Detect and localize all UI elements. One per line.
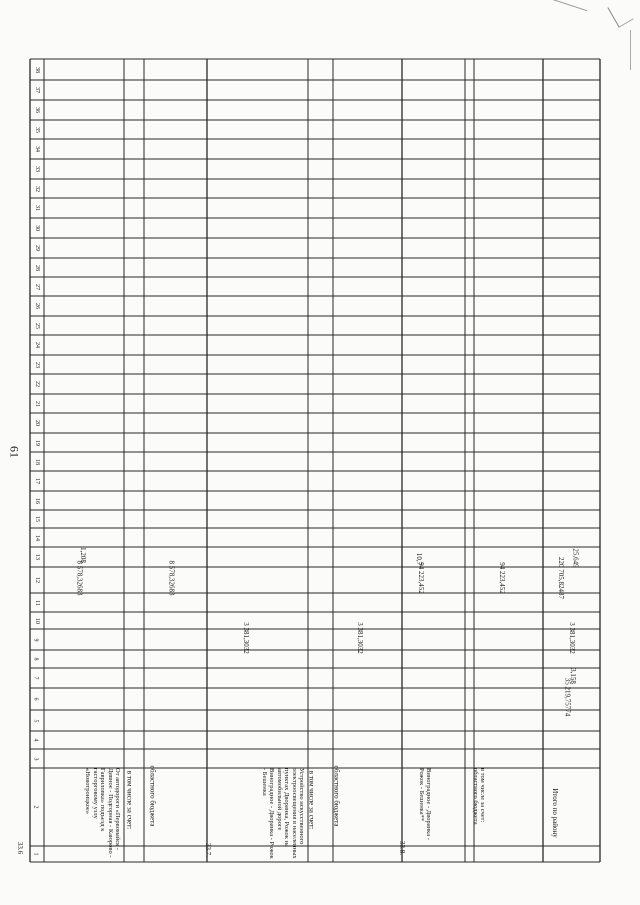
column-number: 28	[34, 264, 40, 271]
column-number: 10	[34, 617, 40, 624]
cell-col9: 3 381,3032	[241, 622, 250, 654]
column-number: 21	[34, 400, 40, 407]
column-number: 4	[32, 738, 39, 742]
column-number: 8	[32, 657, 39, 661]
column-number: 9	[32, 638, 39, 641]
cell-col12: 8 578,32683	[167, 560, 176, 596]
column-number: 20	[34, 420, 40, 426]
row-label: в том числе за счет: областного бюджета	[471, 768, 486, 825]
column-number: 38	[34, 66, 40, 73]
cell-col12: 94 223,452	[497, 562, 506, 594]
total-col13: 25,649	[571, 548, 580, 568]
column-number: 12	[34, 577, 40, 583]
column-number: 6	[32, 697, 39, 701]
page-number: 61	[7, 446, 22, 458]
column-number: 30	[34, 225, 40, 231]
cell-col12: 94 223,452	[416, 562, 425, 594]
column-number: 31	[34, 205, 40, 211]
column-number: 15	[34, 516, 40, 522]
column-number: 34	[34, 146, 40, 152]
column-number: 25	[34, 322, 40, 329]
column-number: 36	[34, 107, 40, 113]
total-label: Итого по району	[550, 788, 559, 838]
scan-mark	[630, 30, 631, 70]
group-name: Виноградное - Дворянка - Рожок - Бешенка**	[417, 768, 432, 840]
column-number: 18	[34, 458, 40, 465]
column-number: 17	[34, 478, 40, 484]
row-label: в том числе за счет:	[307, 770, 316, 830]
total-col6: 35 219,75774	[563, 677, 572, 717]
total-col9: 3 381,3032	[567, 622, 576, 654]
column-number: 29	[34, 245, 40, 251]
cell-col12: 8 578,32683	[75, 560, 84, 596]
column-number: 7	[32, 676, 39, 680]
total-col12: 220 705,82487	[557, 557, 565, 599]
cell-col9: 3 381,3032	[355, 622, 364, 654]
row-label: в том числе за счет:	[125, 770, 134, 830]
column-number: 26	[34, 303, 40, 309]
group-id: 33.8.	[398, 841, 406, 855]
column-number: 33	[34, 166, 40, 172]
column-number: 24	[34, 342, 40, 348]
group-name: Устройство искусственного электроосвещения в населенных пунктах Дворянка, Рожок на автомобильной дороге Виноградное - Дворянка - Рожок - Бешенка	[260, 768, 305, 859]
column-number: 27	[34, 283, 40, 290]
row-label: областного бюджета	[148, 765, 157, 827]
column-number: 16	[34, 497, 40, 504]
column-number: 23	[34, 361, 40, 368]
group-id: 33.7.	[204, 843, 212, 857]
column-number: 22	[34, 381, 40, 387]
column-number: 11	[33, 599, 40, 606]
column-number: 1	[32, 852, 39, 856]
column-number: 32	[34, 185, 40, 192]
column-number: 3	[32, 757, 39, 760]
column-number: 5	[32, 719, 39, 722]
column-number: 2	[32, 805, 39, 809]
group-name: От автодороги «Первомайск - Дивное - Подгорная - Каюрово - Гавриловка» подъезд к гасторговому узлу «Новотроицкое»	[84, 768, 121, 858]
column-number: 19	[34, 439, 40, 446]
column-number: 37	[34, 87, 40, 93]
group-id: 33.6	[16, 841, 25, 855]
cell-col13: 10,7	[415, 552, 424, 566]
column-number: 13	[34, 554, 40, 560]
column-number: 35	[34, 126, 40, 133]
column-number: 14	[34, 534, 40, 541]
cell-col13: 1,208	[78, 547, 87, 563]
row-label: областного бюджета	[332, 765, 341, 827]
total-col7: 3,158	[568, 668, 577, 684]
